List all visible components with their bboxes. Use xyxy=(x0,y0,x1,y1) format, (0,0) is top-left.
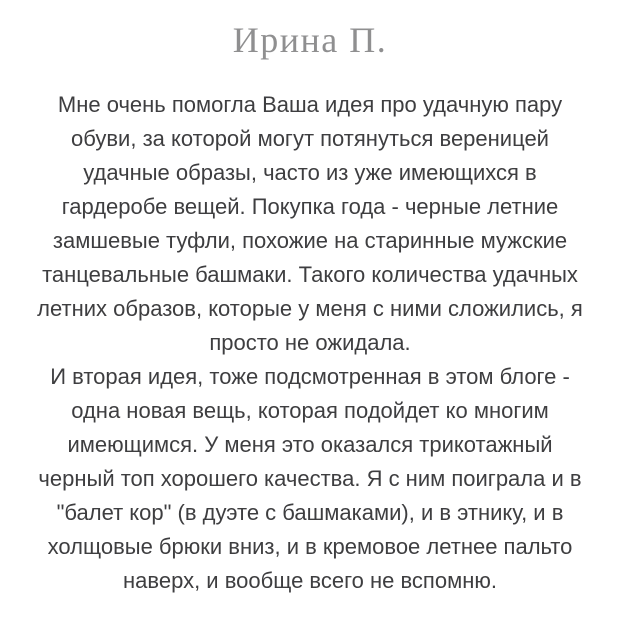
testimonial-paragraph-2: И вторая идея, тоже подсмотренная в этом блоге - одна новая вещь, которая подойдет ко многим имеющимся. У меня это оказался трикотажный черный топ хорошего качества. Я с ним поиграла и в "балет кор" (в дуэте с башмаками), и в этнику, и в холщовые брюки вниз, и в кремовое летнее пальто наверх, и вообще всего не вспомню. xyxy=(38,364,582,593)
testimonial-paragraph-1: Мне очень помогла Ваша идея про удачную пару обуви, за которой могут потянуться вереницей удачные образы, часто из уже имеющихся в гардеробе вещей. Покупка года - черные летние замшевые туфли, похожие на старинные мужские танцевальные башмаки. Такого количества удачных летних образов, которые у меня с ними сложились, я просто не ожидала. xyxy=(37,92,583,355)
author-name: Ирина П. xyxy=(232,20,388,60)
testimonial-text xyxy=(36,88,584,598)
